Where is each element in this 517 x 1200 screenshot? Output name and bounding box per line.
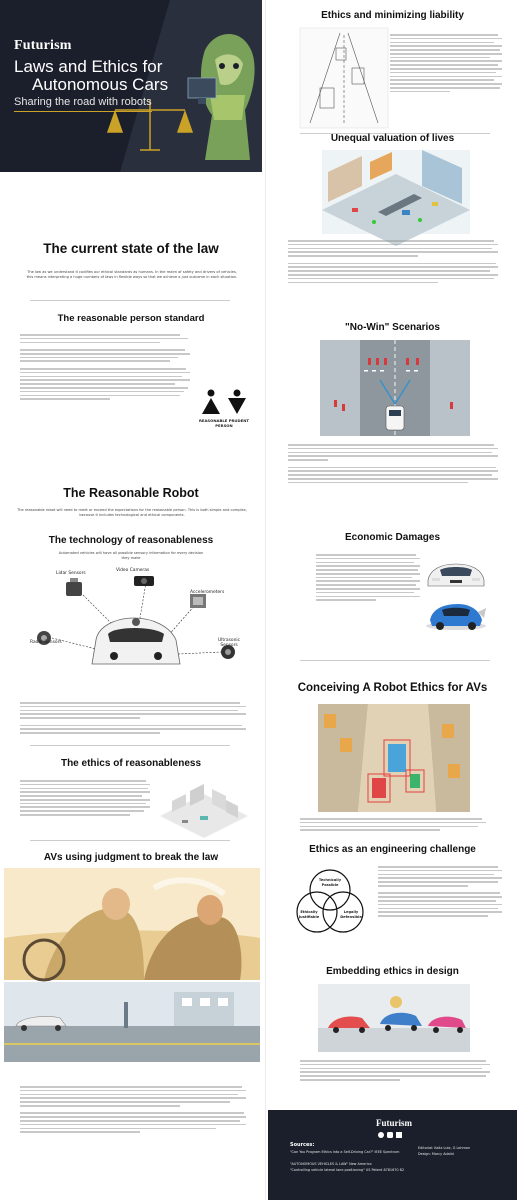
intro-text: Autonomous vehicles are likely to be much safer than those operated by humans, but they won't be perfect. They will also be sharing the roads with human driven vehicles, at least for awhile. This means that a body of laws and ethics for autonomous vehicles must be developed—but what will that look like? [6,175,257,192]
ethics-reasonableness-body [20,780,150,816]
no-win-body [288,444,498,483]
section-title-ethics-reasonableness: The ethics of reasonableness [60,758,202,769]
section-title-conceiving-robot-ethics: Conceiving A Robot Ethics for AVs [297,682,488,694]
self-driving-car-icon [92,618,180,664]
robot-ethics-body [300,818,486,831]
section-title-embedding-ethics: Embedding ethics in design [326,966,459,977]
current-law-text: The law as we understand it codifies our ethical standards as humans. In the realm of safety and drivers of vehicles, this means interpreting a huge numbers of laws in flexible ways so that we achieve a just outcome in each situation. [26,270,238,279]
city-model-illustration [156,776,252,838]
divider [30,840,230,841]
ethics-venn-diagram [292,866,368,938]
page-title-line1: Laws and Ethics for [14,57,163,76]
sensor-label-radar: Radar Sensors [30,640,62,645]
crashed-car-illustration [424,598,488,632]
technology-text: Automated vehicles will have all possible sensory information for every decision they make [58,551,204,560]
section-title-engineering-challenge: Ethics as an engineering challenge [309,844,476,855]
divider [300,660,490,661]
instagram-icon[interactable] [387,1132,393,1138]
technology-body [20,702,246,734]
sensor-label-video-cameras: Video Cameras [116,568,150,573]
footer-brand-logo: Futurism [376,1118,412,1128]
credit-design: Design: Marcy Adalid [418,1152,454,1156]
unequal-lives-body [288,240,498,283]
social-icons [378,1132,402,1138]
sensor-label-ultrasonic: Ultrasonic Sensors [217,638,241,648]
section-title-economic-damages: Economic Damages [344,532,441,543]
header-banner [0,0,262,192]
page-subtitle: Sharing the road with robots [14,96,152,108]
isometric-city-illustration [322,150,470,234]
engineering-challenge-body [378,866,502,917]
embedding-ethics-body [300,1060,490,1081]
section-title-reasonable-robot: The Reasonable Robot [63,486,199,500]
pinterest-icon[interactable] [378,1132,384,1138]
reasonable-person-icon [200,388,248,416]
page-title-line2: Autonomous Cars [32,75,169,94]
venn-label-legally-defensible: Legally Defensible [340,910,362,919]
accelerometer-icon [190,594,206,608]
section-title-judgment: AVs using judgment to break the law [43,852,219,863]
reasonable-person-body [20,334,190,400]
divider [30,300,230,301]
facebook-icon[interactable] [396,1132,402,1138]
reasonable-robot-text: The reasonable robot will need to meet or exceed the expectations for the reasonable person. This is both simple and complex, because it includes technological and ethical components. [17,508,247,517]
driver-illustration [4,868,260,980]
reasonable-person-caption: REASONABLE PRUDENT PERSON [198,418,250,428]
section-title-liability: Ethics and minimizing liability [321,10,464,21]
source-item: "Controlling vehicle lateral lane positioning" US Patent 8781670 B2 [290,1168,405,1172]
venn-label-technically-possible: Technically Possible [318,878,342,887]
video-camera-icon [134,576,154,586]
source-item: "AUTONOMOUS VEHICLES & LAW" New America [290,1162,372,1166]
section-title-reasonable-person: The reasonable person standard [57,313,205,324]
road-scene-illustration [4,982,260,1062]
section-title-technology: The technology of reasonableness [48,535,214,546]
liability-body [390,34,502,92]
sensor-label-lidar: Lidar Sensors [56,571,86,576]
economic-damages-body [316,554,420,601]
judgment-body [20,1086,246,1133]
section-title-current-law: The current state of the law [43,241,219,256]
sedan-car-illustration [424,556,488,590]
lidar-sensor-icon [66,578,82,596]
no-win-scenario-illustration [320,340,470,436]
divider [30,745,230,746]
footer [268,1110,517,1200]
section-title-no-win: "No-Win" Scenarios [345,322,440,333]
section-title-unequal-lives: Unequal valuation of lives [330,133,455,144]
venn-label-ethically-justifiable: Ethically Justifiable [298,910,320,919]
credit-editorial: Editorial: Kaila Lutz, G Lohman [418,1146,471,1150]
robot-ethics-street-illustration [318,704,470,812]
lane-positioning-patent-diagram [300,28,388,128]
header-underline [14,111,152,112]
brand-logo: Futurism [14,38,72,53]
source-item: "Can You Program Ethics Into a Self-Driving Car?" IEEE Spectrum [290,1150,400,1154]
sensor-car-diagram [26,568,242,680]
sources-label: Sources: [290,1142,315,1148]
column-divider [265,0,266,1200]
embedding-ethics-illustration [318,984,470,1052]
sensor-label-accelerometers: Accelerometers [190,590,225,595]
